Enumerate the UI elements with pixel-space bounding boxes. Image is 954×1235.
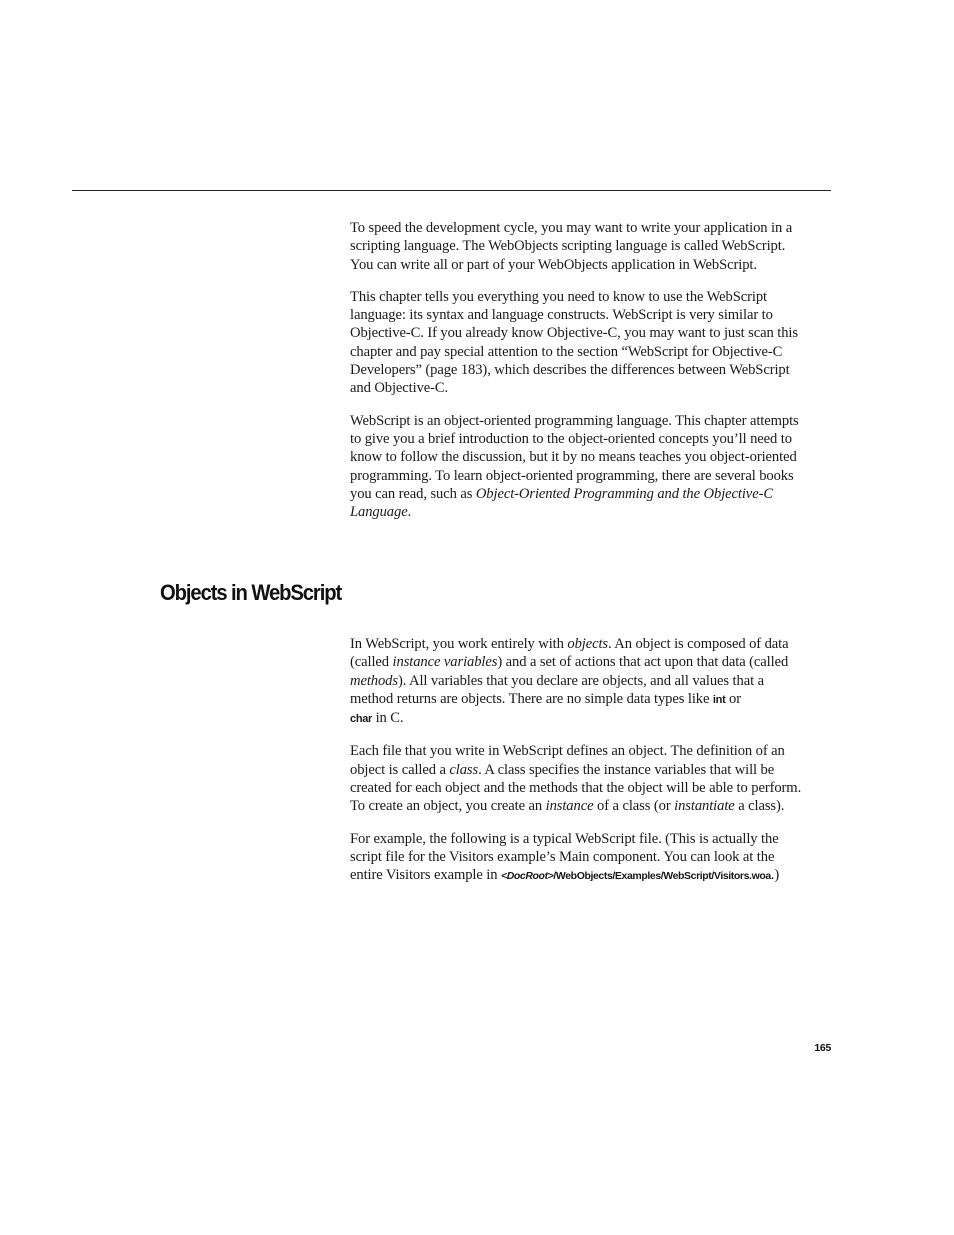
code-char: char — [350, 713, 373, 726]
section-heading: Objects in WebScript — [160, 580, 342, 605]
intro-text — [350, 219, 810, 535]
section-text — [350, 635, 810, 900]
book-title: Object-Oriented Programming and the Objective-C Language — [350, 485, 773, 521]
intro-paragraph-1: To speed the development cycle, you may want to write your application in a scripting language. The WebObjects scripting language is called WebScript. You can write all or part of your WebObjects application in WebScript. — [350, 220, 793, 273]
section-paragraph-1 — [350, 635, 810, 728]
text-run: . An object is composed of data (called — [350, 636, 789, 671]
term-methods: methods — [350, 672, 398, 689]
term-instance-variables: instance variables — [392, 654, 498, 671]
term-objects: objects — [567, 636, 609, 652]
section-paragraph-2 — [350, 742, 810, 815]
text-run: In WebScript, you work entirely with — [350, 636, 568, 652]
term-instance: instance — [545, 798, 594, 815]
intro-paragraph-3-text: WebScript is an object-oriented programming language. This chapter attempts to give you a brief introduction to the object-oriented concepts you’ll need to know to follow the discussion, but it by no means teaches you object-oriented programming. To learn object-oriented programming, there are several books you can read, such as — [350, 412, 799, 502]
header-rule — [72, 190, 831, 191]
text-run: or — [725, 690, 741, 707]
text-run: .) — [770, 867, 780, 884]
text-run: ) and a set of actions that act upon that data (called — [497, 654, 789, 671]
section-paragraph-3 — [350, 830, 810, 886]
file-path — [501, 870, 771, 882]
term-class: class — [449, 761, 479, 778]
intro-paragraph-3 — [350, 412, 810, 522]
text-run: of a class (or — [593, 798, 675, 815]
text-run: a class). — [734, 798, 785, 815]
term-instantiate: instantiate — [674, 798, 735, 815]
code-int: int — [712, 693, 726, 706]
page-number: 165 — [814, 1042, 831, 1054]
text-run: For example, the following is a typical WebScript file. (This is actually the script file for the Visitors example’s Main component. You can look at the entire Visitors example in — [350, 830, 779, 884]
text-run: in C. — [372, 710, 404, 727]
path-text: /WebObjects/Examples/WebScript/Visitors.woa — [553, 870, 771, 883]
docroot-placeholder: <DocRoot> — [500, 870, 554, 883]
text-run: ). All variables that you declare are objects, and all values that a method returns are objects. There are no simple data types like — [350, 672, 764, 707]
intro-paragraph-2: This chapter tells you everything you need to know to use the WebScript language: its syntax and language constructs. WebScript is very similar to Objective-C. If you already know Objective-C, you may want to just scan this chapter and pay special attention to the section “WebScript for Objective-C Developers” (page 183), which describes the differences between WebScript and Objective-C. — [350, 288, 798, 397]
intro-paragraph-3-end: . — [407, 504, 412, 521]
text-run: . A class specifies the instance variables that will be created for each object and the methods that the object will be able to perform. To create an object, you create an — [350, 761, 802, 815]
text-run: Each file that you write in WebScript defines an object. The definition of an object is called a — [350, 743, 785, 778]
